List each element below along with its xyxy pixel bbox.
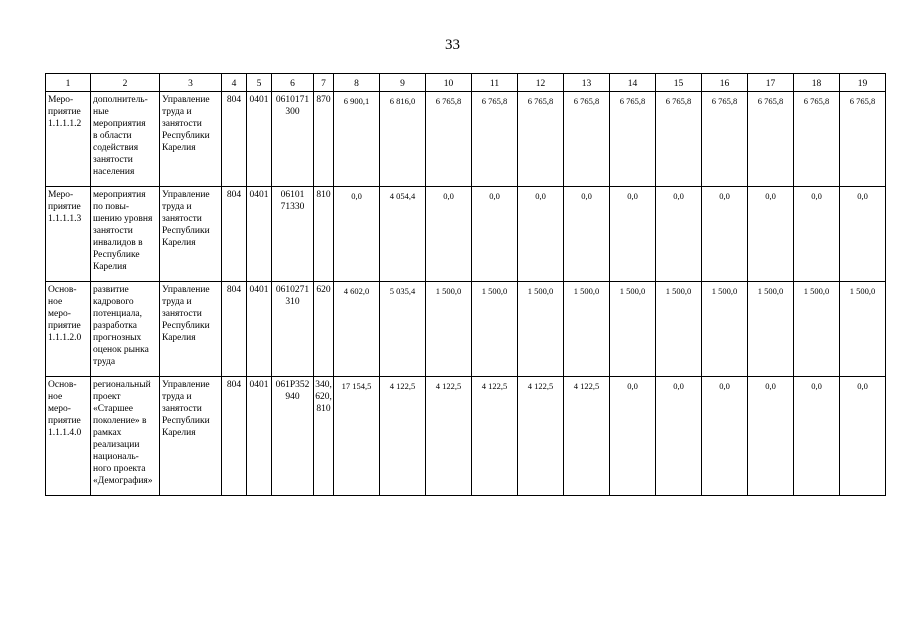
activity-name-line: по повы- (93, 202, 130, 212)
grbs-code: 804 (222, 377, 247, 496)
activity-name-line: населения (93, 167, 135, 177)
amount-cell: 4 122,5 (380, 377, 426, 496)
amount-cell: 4 054,4 (380, 187, 426, 282)
amount-cell: 5 035,4 (380, 282, 426, 377)
amount-cell: 0,0 (426, 187, 472, 282)
amount-cell: 0,0 (840, 187, 886, 282)
activity-code-line: приятие (48, 107, 81, 117)
amount-cell: 6 765,8 (426, 92, 472, 187)
header-row (46, 74, 886, 92)
responsible-body (160, 377, 222, 496)
amount-cell: 0,0 (334, 187, 380, 282)
header-cell: 19 (840, 74, 886, 92)
section-code: 0401 (247, 282, 272, 377)
amount-cell: 1 500,0 (518, 282, 564, 377)
responsible-body-line: Карелия (162, 333, 196, 343)
expense-type (314, 92, 334, 187)
target-article (272, 282, 314, 377)
header-cell: 15 (656, 74, 702, 92)
amount-cell: 1 500,0 (794, 282, 840, 377)
header-cell: 7 (314, 74, 334, 92)
activity-code-line: Меро- (48, 95, 74, 105)
amount-cell: 1 500,0 (610, 282, 656, 377)
amount-cell: 4 602,0 (334, 282, 380, 377)
budget-table (45, 73, 886, 496)
amount-cell: 1 500,0 (702, 282, 748, 377)
activity-name-line: Республике (93, 250, 140, 260)
table-row (46, 282, 886, 377)
responsible-body-line: Республики (162, 131, 210, 141)
amount-cell: 6 765,8 (518, 92, 564, 187)
activity-code-line: 1.1.1.2.0 (48, 333, 82, 343)
activity-code-line: Меро- (48, 190, 74, 200)
section-code: 0401 (247, 377, 272, 496)
expense-type-line: 810 (316, 404, 331, 414)
header-cell: 2 (91, 74, 160, 92)
amount-cell: 0,0 (610, 187, 656, 282)
header-cell: 11 (472, 74, 518, 92)
activity-code-line: 1.1.1.1.2 (48, 119, 82, 129)
amount-cell: 1 500,0 (472, 282, 518, 377)
amount-cell: 0,0 (564, 187, 610, 282)
activity-name-line: региональный (93, 380, 151, 390)
amount-cell: 0,0 (702, 377, 748, 496)
responsible-body-line: Карелия (162, 428, 196, 438)
expense-type (314, 377, 334, 496)
target-article (272, 92, 314, 187)
header-cell: 6 (272, 74, 314, 92)
activity-name-line: мероприятия (93, 119, 146, 129)
amount-cell: 0,0 (748, 187, 794, 282)
activity-name (91, 377, 160, 496)
activity-name (91, 92, 160, 187)
activity-name-line: шению уровня (93, 214, 153, 224)
target-article-line: 061P352 (275, 380, 310, 390)
target-article-line: 06101 (280, 190, 305, 200)
amount-cell: 6 765,8 (702, 92, 748, 187)
page-number: 33 (445, 37, 460, 53)
activity-code-line: меро- (48, 309, 71, 319)
activity-code (46, 282, 91, 377)
activity-name-line: «Старшее (93, 404, 133, 414)
responsible-body-line: Республики (162, 416, 210, 426)
activity-name-line: развитие (93, 285, 129, 295)
activity-name-line: потенциала, (93, 309, 142, 319)
amount-cell: 0,0 (794, 377, 840, 496)
activity-name-line: занятости (93, 226, 133, 236)
activity-code-line: Основ- (48, 380, 77, 390)
amount-cell: 17 154,5 (334, 377, 380, 496)
activity-name-line: ные (93, 107, 109, 117)
amount-cell: 0,0 (518, 187, 564, 282)
activity-name-line: кадрового (93, 297, 134, 307)
amount-cell: 0,0 (840, 377, 886, 496)
expense-type-line: 810 (316, 190, 331, 200)
amount-cell: 6 765,8 (794, 92, 840, 187)
amount-cell: 0,0 (748, 377, 794, 496)
amount-cell: 6 765,8 (564, 92, 610, 187)
activity-name (91, 187, 160, 282)
activity-code (46, 92, 91, 187)
activity-name (91, 282, 160, 377)
grbs-code: 804 (222, 282, 247, 377)
header-cell: 5 (247, 74, 272, 92)
activity-name-line: поколение» в (93, 416, 147, 426)
activity-name-line: занятости (93, 155, 133, 165)
target-article-line: 71330 (280, 202, 305, 212)
activity-name-line: ного проекта (93, 464, 146, 474)
amount-cell: 1 500,0 (564, 282, 610, 377)
activity-name-line: труда (93, 357, 116, 367)
amount-cell: 4 122,5 (518, 377, 564, 496)
activity-code-line: ное (48, 297, 63, 307)
header-cell: 12 (518, 74, 564, 92)
amount-cell: 0,0 (656, 377, 702, 496)
expense-type-line: 340, (315, 380, 332, 390)
section-code: 0401 (247, 92, 272, 187)
activity-name-line: дополнитель- (93, 95, 148, 105)
activity-name-line: реализации (93, 440, 140, 450)
amount-cell: 6 765,8 (656, 92, 702, 187)
header-cell: 4 (222, 74, 247, 92)
responsible-body (160, 187, 222, 282)
responsible-body-line: труда и (162, 297, 192, 307)
activity-code-line: приятие (48, 321, 81, 331)
amount-cell: 6 765,8 (472, 92, 518, 187)
responsible-body-line: занятости (162, 309, 202, 319)
responsible-body-line: Карелия (162, 238, 196, 248)
target-article (272, 187, 314, 282)
activity-name-line: националь- (93, 452, 139, 462)
expense-type (314, 282, 334, 377)
table-row (46, 187, 886, 282)
amount-cell: 1 500,0 (426, 282, 472, 377)
expense-type-line: 870 (316, 95, 331, 105)
activity-code-line: 1.1.1.4.0 (48, 428, 82, 438)
activity-name-line: Карелия (93, 262, 127, 272)
activity-name-line: проект (93, 392, 121, 402)
responsible-body-line: Республики (162, 321, 210, 331)
activity-name-line: в области (93, 131, 132, 141)
header-cell: 14 (610, 74, 656, 92)
responsible-body-line: Управление (162, 285, 210, 295)
responsible-body-line: труда и (162, 107, 192, 117)
amount-cell: 0,0 (472, 187, 518, 282)
responsible-body-line: Управление (162, 95, 210, 105)
header-cell: 8 (334, 74, 380, 92)
responsible-body-line: Управление (162, 190, 210, 200)
activity-name-line: инвалидов в (93, 238, 143, 248)
amount-cell: 6 900,1 (334, 92, 380, 187)
responsible-body (160, 92, 222, 187)
expense-type-line: 620 (316, 285, 331, 295)
table-row (46, 92, 886, 187)
header-cell: 18 (794, 74, 840, 92)
responsible-body-line: занятости (162, 404, 202, 414)
header-cell: 3 (160, 74, 222, 92)
amount-cell: 6 765,8 (610, 92, 656, 187)
responsible-body-line: занятости (162, 119, 202, 129)
header-cell: 10 (426, 74, 472, 92)
table-row (46, 377, 886, 496)
target-article-line: 0610271 (275, 285, 310, 295)
header-cell: 9 (380, 74, 426, 92)
grbs-code: 804 (222, 92, 247, 187)
header-cell: 1 (46, 74, 91, 92)
activity-code (46, 187, 91, 282)
responsible-body-line: Республики (162, 226, 210, 236)
responsible-body-line: Карелия (162, 143, 196, 153)
section-code: 0401 (247, 187, 272, 282)
amount-cell: 4 122,5 (564, 377, 610, 496)
amount-cell: 0,0 (702, 187, 748, 282)
responsible-body-line: труда и (162, 392, 192, 402)
activity-name-line: оценок рынка (93, 345, 149, 355)
activity-name-line: «Демография» (93, 476, 153, 486)
amount-cell: 0,0 (794, 187, 840, 282)
expense-type (314, 187, 334, 282)
amount-cell: 6 765,8 (748, 92, 794, 187)
amount-cell: 0,0 (656, 187, 702, 282)
target-article-line: 940 (285, 392, 300, 402)
expense-type-line: 620, (315, 392, 332, 402)
target-article-line: 0610171 (275, 95, 310, 105)
target-article-line: 310 (285, 297, 300, 307)
activity-code-line: Основ- (48, 285, 77, 295)
responsible-body-line: труда и (162, 202, 192, 212)
amount-cell: 1 500,0 (656, 282, 702, 377)
amount-cell: 0,0 (610, 377, 656, 496)
responsible-body (160, 282, 222, 377)
activity-code-line: приятие (48, 416, 81, 426)
responsible-body-line: Управление (162, 380, 210, 390)
activity-name-line: рамках (93, 428, 122, 438)
header-cell: 13 (564, 74, 610, 92)
header-cell: 16 (702, 74, 748, 92)
activity-code-line: меро- (48, 404, 71, 414)
target-article-line: 300 (285, 107, 300, 117)
activity-name-line: мероприятия (93, 190, 146, 200)
amount-cell: 1 500,0 (748, 282, 794, 377)
amount-cell: 6 816,0 (380, 92, 426, 187)
activity-code-line: 1.1.1.1.3 (48, 214, 82, 224)
activity-code-line: приятие (48, 202, 81, 212)
amount-cell: 4 122,5 (426, 377, 472, 496)
grbs-code: 804 (222, 187, 247, 282)
amount-cell: 1 500,0 (840, 282, 886, 377)
activity-name-line: разработка (93, 321, 137, 331)
responsible-body-line: занятости (162, 214, 202, 224)
target-article (272, 377, 314, 496)
activity-name-line: содействия (93, 143, 139, 153)
activity-code-line: ное (48, 392, 63, 402)
activity-code (46, 377, 91, 496)
activity-name-line: прогнозных (93, 333, 142, 343)
header-cell: 17 (748, 74, 794, 92)
amount-cell: 6 765,8 (840, 92, 886, 187)
amount-cell: 4 122,5 (472, 377, 518, 496)
